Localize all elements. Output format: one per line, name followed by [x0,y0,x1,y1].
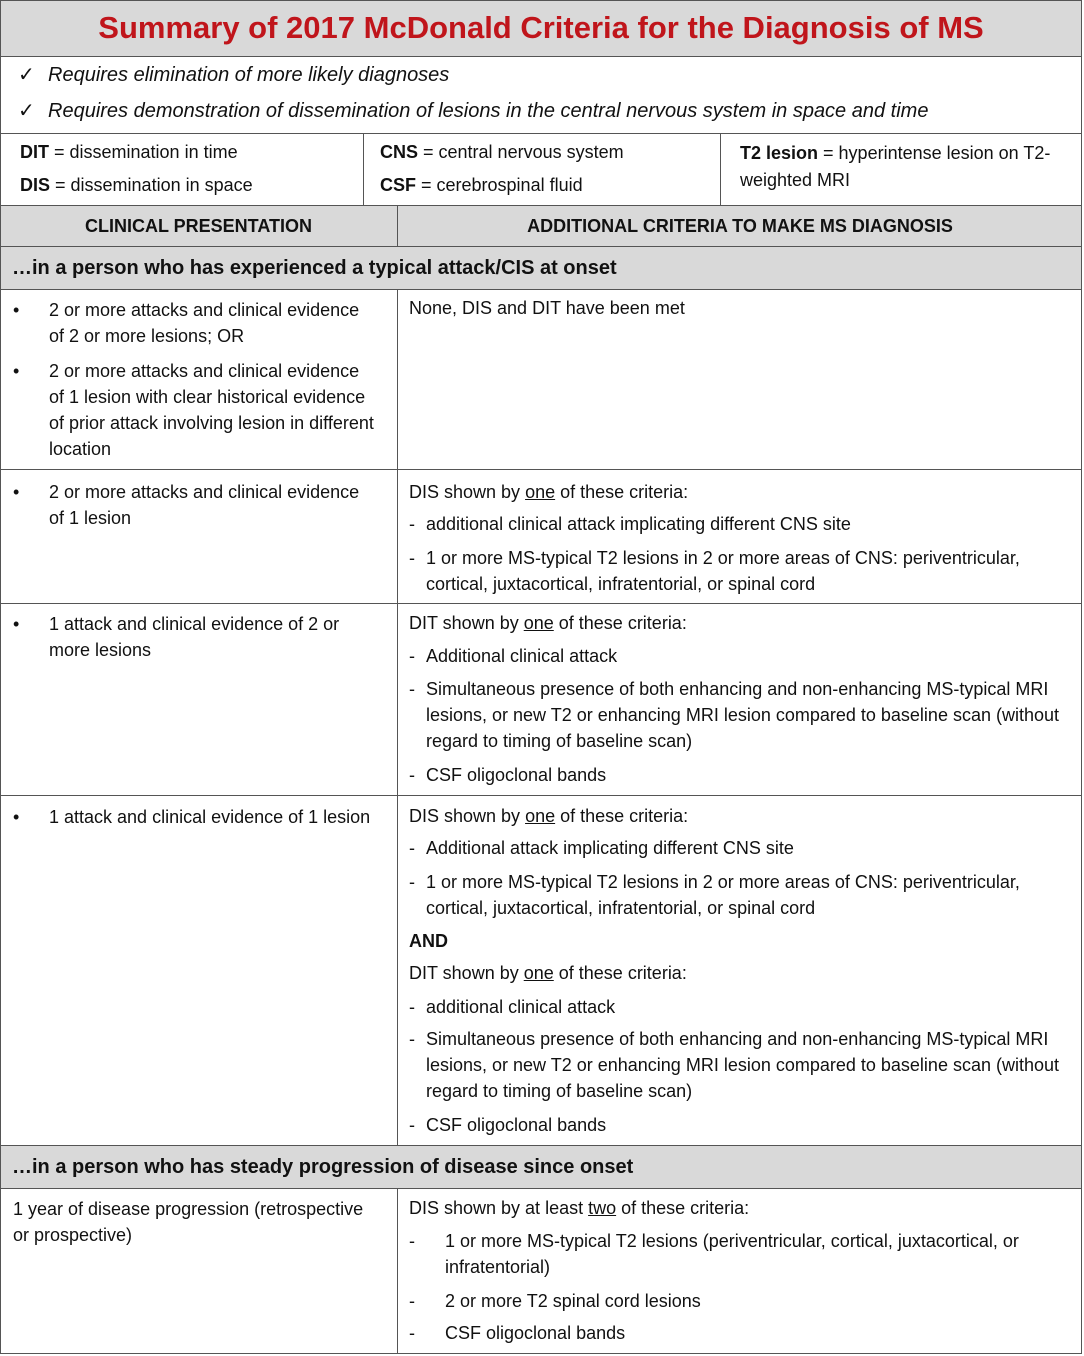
list-item: • 1 attack and clinical evidence of 1 lesion [49,804,379,830]
checkmark-icon: ✓ [18,64,35,86]
abbr-t2-lesion: T2 lesion = hyperintense lesion on T2-weighted MRI [740,143,1051,190]
criteria-intro: DIT shown by one of these criteria: [409,963,687,983]
list-item: • 1 attack and clinical evidence of 2 or more lesions [49,611,379,663]
abbr-dit: DIT = dissemination in time [20,142,238,162]
bullet-icon: • [13,361,20,381]
bullet-icon: • [13,614,20,634]
criteria-intro: DIT shown by one of these criteria: [409,613,687,633]
column-header-criteria: ADDITIONAL CRITERIA TO MAKE MS DIAGNOSIS [398,206,1082,246]
criteria-item: - Simultaneous presence of both enhancing and non-enhancing MS-typical MRI lesions, or new T2 or enhancing MRI lesion compared to baseline scan (without regard to timing of baseline scan) [409,679,1060,751]
criteria-item: - 1 or more MS-typical T2 lesions in 2 or more areas of CNS: periventricular, cortical, juxtacortical, infratentorial, or spinal cord [409,872,1020,918]
section-heading-attack: …in a person who has experienced a typical attack/CIS at onset [0,247,1082,289]
criteria-intro: DIS shown by at least two of these criteria: [409,1198,750,1218]
criteria-item: - CSF oligoclonal bands [409,765,607,785]
criteria-intro: DIS shown by one of these criteria: [409,482,689,502]
criteria-item: - Simultaneous presence of both enhancing and non-enhancing MS-typical MRI lesions, or new T2 or enhancing MRI lesion compared to baseline scan (without regard to timing of baseline scan) [409,1029,1060,1101]
column-header-clinical: CLINICAL PRESENTATION [0,206,397,246]
criteria-item: - Additional attack implicating different CNS site [409,838,794,858]
criteria-intro: DIS shown by one of these criteria: [409,806,689,826]
list-item: • 2 or more attacks and clinical evidence of 1 lesion with clear historical evidence of prior attack involving lesion in different location [49,358,379,462]
list-item: • 2 or more attacks and clinical evidence of 2 or more lesions; OR [49,297,379,349]
criteria-item: - additional clinical attack implicating different CNS site [409,514,851,534]
criteria-item: - CSF oligoclonal bands [409,1115,607,1135]
and-label: AND [409,931,448,951]
requirement-item: ✓ Requires demonstration of dissemination of lesions in the central nervous system in space and time [18,100,929,122]
bullet-icon: • [13,300,20,320]
abbr-cns: CNS = central nervous system [380,142,624,162]
bullet-icon: • [13,482,20,502]
requirement-item: ✓ Requires elimination of more likely diagnoses [18,64,450,86]
abbr-csf: CSF = cerebrospinal fluid [380,175,583,195]
criteria-item: - 1 or more MS-typical T2 lesions in 2 or more areas of CNS: periventricular, cortical, juxtacortical, infratentorial, or spinal cord [409,548,1020,594]
page-title: Summary of 2017 McDonald Criteria for the Diagnosis of MS [0,0,1082,56]
bullet-icon: • [13,807,20,827]
criteria-item: - 2 or more T2 spinal cord lesions [409,1291,701,1311]
criteria-item: - additional clinical attack [409,997,616,1017]
section-heading-progression: …in a person who has steady progression of disease since onset [0,1146,1082,1188]
criteria-item: - Additional clinical attack [409,646,618,666]
clinical-presentation-text: 1 year of disease progression (retrospective or prospective) [13,1199,364,1245]
checkmark-icon: ✓ [18,100,35,122]
criteria-text: None, DIS and DIT have been met [409,298,685,318]
list-item: • 2 or more attacks and clinical evidence of 1 lesion [49,479,379,531]
criteria-item: - 1 or more MS-typical T2 lesions (periventricular, cortical, juxtacortical, or infratentorial) [409,1231,1019,1277]
abbr-dis: DIS = dissemination in space [20,175,253,195]
criteria-item: - CSF oligoclonal bands [409,1323,626,1343]
